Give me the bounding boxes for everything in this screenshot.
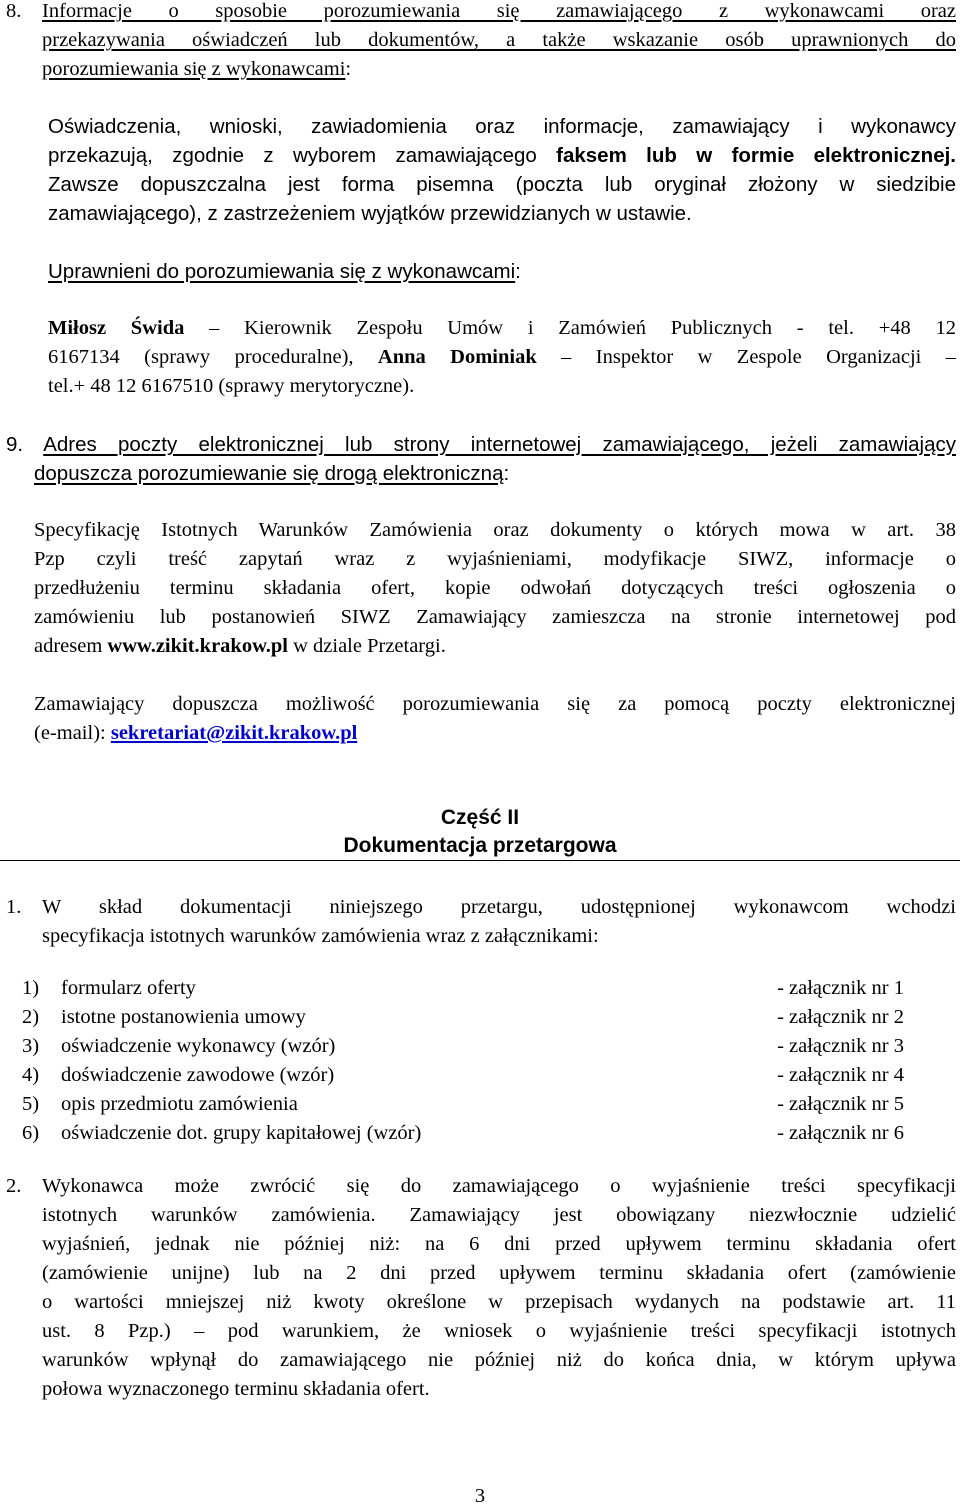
section-9-paragraph-1: Specyfikację Istotnych Warunków Zamówienia oraz dokumenty o których mowa w art. 38 Pzp czyli treść zapytań wraz z wyjaśnieniami, modyfikacje SIWZ, informacje o przedłużeniu terminu składania ofert, kopie odwołań dotyczących treści ogłoszenia o zamówieniu lub postanowień SIWZ Zamawiający zamieszcza na stronie internetowej pod adresem www.zikit.krakow.pl w dziale Przetargi. bbox=[34, 519, 956, 657]
section-9-number: 9. bbox=[6, 433, 24, 456]
section-8-heading-line-3: porozumiewania się z wykonawcami bbox=[42, 58, 346, 80]
item-2-number: 2. bbox=[6, 1175, 22, 1197]
section-9-heading-line-2: dopuszcza porozumiewanie się drogą elektroniczną bbox=[34, 462, 504, 485]
contact-persons: Miłosz Świda – Kierownik Zespołu Umów i Zamówień Publicznych - tel. +48 12 6167134 (sprawy proceduralne), Anna Dominiak – Inspektor w Zespole Organizacji – tel.+ 48 12 6167510 (sprawy merytoryczne). bbox=[48, 317, 957, 397]
paragraph-line: Oświadczenia, wnioski, zawiadomienia oraz informacje, zamawiający i wykonawcy bbox=[48, 115, 956, 138]
email-link[interactable]: sekretariat@zikit.krakow.pl bbox=[110, 722, 358, 744]
contact-name-1: Miłosz Świda bbox=[48, 317, 185, 339]
list-item: 2) istotne postanowienia umowy - załącznik nr 2 bbox=[22, 1006, 904, 1028]
section-9-paragraph-2: Zamawiający dopuszcza możliwość porozumiewania się za pomocą poczty elektronicznej (e-mail): sekretariat@zikit.krakow.pl bbox=[34, 693, 956, 744]
divider bbox=[0, 860, 960, 861]
part-title: Część II bbox=[440, 806, 520, 829]
item-2: 2. Wykonawca może zwrócić się do zamawiającego o wyjaśnienie treści specyfikacji istotnych warunków zamówienia. Zamawiający jest obowiązany niezwłocznie udzielić wyjaśnień, jednak nie później niż: na 6 dni przed upływem terminu składania ofert (zamówienie unijne) lub na 2 dni przed upływem terminu składania ofert (zamówienie o wartości mniejszej niż kwoty określone w przepisach wydanych na podstawie art. 11 ust. 8 Pzp.) – pod warunkiem, że wniosek o wyjaśnienie treści specyfikacji istotnych warunków wpłynął do zamawiającego nie później niż do końca dnia, w którym upływa połowa wyznaczonego terminu składania ofert. bbox=[6, 1172, 956, 1404]
authorized-persons-label: Uprawnieni do porozumiewania się z wykonawcami: bbox=[48, 260, 521, 283]
website-address: www.zikit.krakow.pl bbox=[107, 635, 288, 657]
list-item: 3) oświadczenie wykonawcy (wzór) - załącznik nr 3 bbox=[22, 1035, 904, 1057]
part-subtitle: Dokumentacja przetargowa bbox=[343, 834, 617, 857]
section-8-paragraph bbox=[48, 112, 956, 228]
paragraph-line: zamawiającego), z zastrzeżeniem wyjątków przewidzianych w ustawie. bbox=[48, 202, 692, 225]
section-8-heading: 8. Informacje o sposobie porozumiewania się zamawiającego z wykonawcami oraz przekazywania oświadczeń lub dokumentów, a także wskazanie osób uprawnionych do porozumiewania się z wykonawcami: bbox=[6, 0, 956, 84]
page-number: 3 bbox=[474, 1485, 486, 1507]
fax-email-emphasis: faksem lub w formie elektronicznej. bbox=[556, 144, 956, 167]
list-item: 6) oświadczenie dot. grupy kapitałowej (wzór) - załącznik nr 6 bbox=[22, 1122, 904, 1144]
section-9-heading: 9. Adres poczty elektronicznej lub strony internetowej zamawiającego, jeżeli zamawiający dopuszcza porozumiewanie się drogą elektroniczną: bbox=[6, 433, 956, 485]
section-8-heading-line-2: przekazywania oświadczeń lub dokumentów, a także wskazanie osób uprawnionych do bbox=[42, 29, 956, 51]
paragraph-line: przekazują, zgodnie z wyborem zamawiającego faksem lub w formie elektronicznej. bbox=[48, 144, 956, 167]
section-9-heading-line-1: Adres poczty elektronicznej lub strony internetowej zamawiającego, jeżeli zamawiający bbox=[43, 433, 956, 456]
list-item: 1) formularz oferty - załącznik nr 1 bbox=[22, 977, 904, 999]
list-item: 5) opis przedmiotu zamówienia - załącznik nr 5 bbox=[22, 1093, 904, 1115]
paragraph-line: Zawsze dopuszczalna jest forma pisemna (poczta lub oryginał złożony w siedzibie bbox=[48, 173, 956, 196]
section-8-heading-line-1: Informacje o sposobie porozumiewania się zamawiającego z wykonawcami oraz bbox=[42, 0, 956, 22]
list-item: 4) doświadczenie zawodowe (wzór) - załącznik nr 4 bbox=[22, 1064, 904, 1086]
section-8-number: 8. bbox=[6, 0, 22, 22]
item-1-number: 1. bbox=[6, 896, 22, 918]
item-1: 1. W skład dokumentacji niniejszego przetargu, udostępnionej wykonawcom wchodzi specyfikacja istotnych warunków zamówienia wraz z załącznikami: bbox=[6, 893, 956, 951]
contact-name-2: Anna Dominiak bbox=[377, 346, 537, 368]
